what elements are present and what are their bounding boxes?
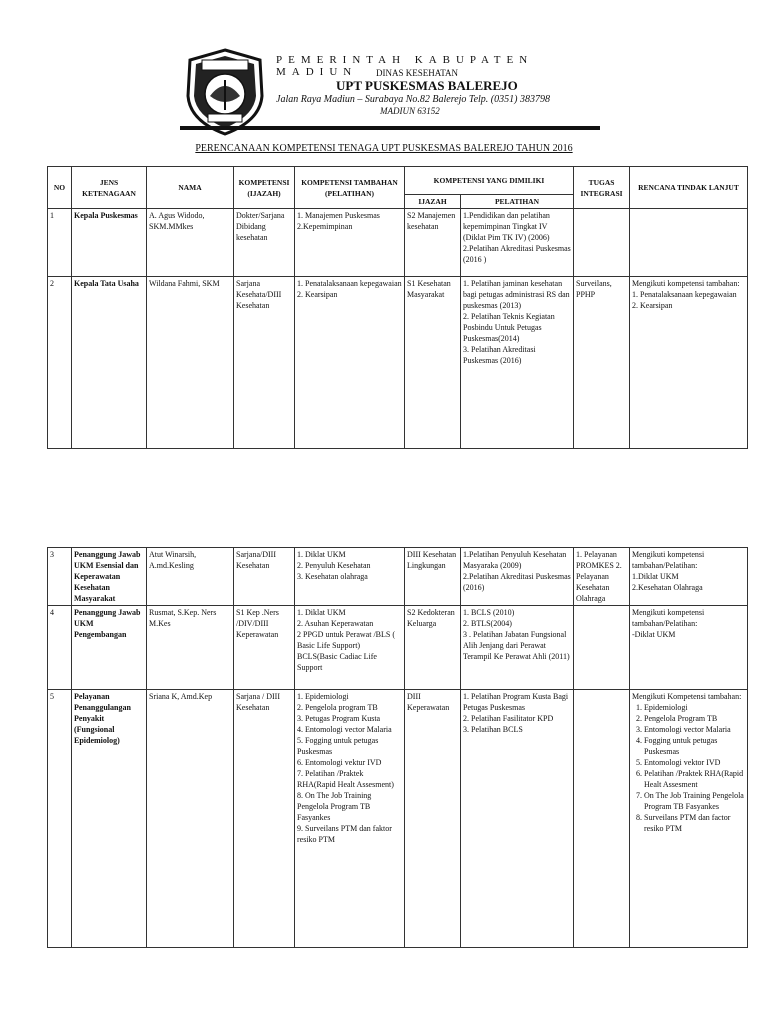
kabupaten-madiun-seal-icon: [180, 46, 270, 136]
list-item: 1. Diklat UKM: [297, 550, 346, 559]
table-row: [48, 606, 748, 690]
list-item: 2.Pelatihan Akreditasi Puskesmas (2016): [463, 572, 571, 592]
header-kompetensi-tambahan: KOMPETENSI TAMBAHAN (PELATIHAN): [295, 167, 405, 209]
cell-rencana: [630, 548, 748, 606]
cell-ijazah: DIII Kesehatan Lingkungan: [405, 548, 461, 606]
agency-name: DINAS KESEHATAN: [376, 68, 459, 78]
cell-pelatihan: [461, 606, 574, 690]
list-item: 7. Pelatihan /Praktek RHA(Rapid Healt Assesment): [297, 769, 394, 789]
header-jenis: JENS KETENAGAAN: [72, 167, 147, 209]
list-item: 5. Fogging untuk petugas Puskesmas: [297, 736, 379, 756]
cell-kompetensi: Sarjana/DIII Kesehatan: [234, 548, 295, 606]
list-item: 2. Pengelola Program TB: [644, 713, 745, 724]
cell-tugas: [574, 606, 630, 690]
cell-ijazah: S2 Kedokteran Keluarga: [405, 606, 461, 690]
cell-kompetensi: Dokter/Sarjana Dibidang kesehatan: [234, 209, 295, 277]
cell-no: 4: [48, 606, 72, 690]
header-no: NO: [48, 167, 72, 209]
list-item: 1.Pendidikan dan pelatihan kepemimpinan Tingkat IV (Diklat Pim TK IV) (2006): [463, 211, 550, 242]
cell-nama: Wildana Fahmi, SKM: [147, 277, 234, 449]
list-item: 3. Petugas Program Kusta: [297, 714, 381, 723]
list-item: 1.Pelatihan Penyuluh Kesehatan Masyaraka (2009): [463, 550, 567, 570]
competency-table-part-2: [47, 547, 748, 948]
cell-tugas: 1. Pelayanan PROMKES 2. Pelayanan Kesehatan Olahraga: [574, 548, 630, 606]
cell-ijazah: DIII Keperawatan: [405, 690, 461, 948]
header-nama: NAMA: [147, 167, 234, 209]
cell-rencana: [630, 690, 748, 948]
list-item: 7. On The Job Training Pengelola Program TB Fasyankes: [644, 790, 745, 812]
cell-nama: Atut Winarsih, A.md.Kesling: [147, 548, 234, 606]
table-row: [48, 277, 748, 449]
list-item: 2. Pelatihan Fasilitator KPD: [463, 714, 554, 723]
cell-kompetensi: Sarjana Kesehata/DIII Kesehatan: [234, 277, 295, 449]
list-item: 1. Pelatihan jaminan kesehatan bagi petugas administrasi RS dan puskesmas (2013): [463, 279, 570, 310]
list-item: 6. Entomologi vektur IVD: [297, 758, 382, 767]
cell-kompetensi: Sarjana / DIII Kesehatan: [234, 690, 295, 948]
cell-kompetensi: S1 Kep .Ners /DIV/DIII Keperawatan: [234, 606, 295, 690]
header-ijazah: IJAZAH: [405, 195, 461, 209]
government-name: PEMERINTAH KABUPATEN MADIUN: [276, 54, 534, 78]
cell-jenis: Pelayanan Penanggulangan Penyakit (Fungsional Epidemiolog): [72, 690, 147, 948]
header-tugas: TUGAS INTEGRASI: [574, 167, 630, 209]
list-item: 1. Epidemiologi: [644, 702, 745, 713]
list-item: 1. Diklat UKM: [297, 608, 346, 617]
list-item: Mengikuti kompetensi tambahan/Pelatihan:: [632, 550, 705, 570]
institution-name: UPT PUSKESMAS BALEREJO: [336, 78, 518, 93]
list-item: 4. Fogging untuk petugas Puskesmas: [644, 735, 745, 757]
list-item: 2.Kesehatan Olahraga: [632, 583, 703, 592]
cell-nama: Sriana K, Amd.Kep: [147, 690, 234, 948]
list-item: 2. Penyuluh Kesehatan: [297, 561, 371, 570]
cell-no: 3: [48, 548, 72, 606]
cell-ijazah: S2 Manajemen kesehatan: [405, 209, 461, 277]
list-item: 6. Pelatihan /Praktek RHA(Rapid Healt Assesment: [644, 768, 745, 790]
list-item: Mengikuti kompetensi tambahan:: [632, 279, 740, 288]
list-item: 9. Surveilans PTM dan faktor resiko PTM: [297, 824, 392, 844]
city-postcode: MADIUN 63152: [380, 106, 440, 116]
cell-tambahan: [295, 690, 405, 948]
list-item: 2. Pelatihan Teknis Kegiatan Posbindu Untuk Petugas Puskesmas(2014): [463, 312, 555, 343]
list-item: 2. Pengelola program TB: [297, 703, 378, 712]
cell-rencana: [630, 606, 748, 690]
list-item: 3. Entomologi vector Malaria: [644, 724, 745, 735]
list-item: 1.Diklat UKM: [632, 572, 679, 581]
list-item: 1. Pelatihan Program Kusta Bagi Petugas Puskesmas: [463, 692, 569, 712]
header-kompetensi-dimiliki: KOMPETENSI YANG DIMILIKI: [405, 167, 574, 195]
cell-jenis: Kepala Tata Usaha: [72, 277, 147, 449]
cell-pelatihan: [461, 209, 574, 277]
list-item: 2 PPGD untuk Perawat /BLS ( Basic Life Support) BCLS(Basic Cadiac Life Support: [297, 630, 395, 672]
list-item: 2.Pelatihan Akreditasi Puskesmas (2016 ): [463, 244, 571, 264]
list-item: 4. Entomologi vector Malaria: [297, 725, 392, 734]
list-item: 3. Kesehatan olahraga: [297, 572, 368, 581]
list-item: 8. Surveilans PTM dan factor resiko PTM: [644, 812, 745, 834]
list-item: 2.Kepemimpinan: [297, 222, 353, 231]
cell-tambahan: [295, 209, 405, 277]
cell-pelatihan: [461, 690, 574, 948]
list-item: 3. Pelatihan Akreditasi Puskesmas (2016): [463, 345, 536, 365]
header-pelatihan: PELATIHAN: [461, 195, 574, 209]
cell-jenis: Penanggung Jawab UKM Pengembangan: [72, 606, 147, 690]
list-item: 2. Kearsipan: [632, 301, 673, 310]
cell-jenis: Kepala Puskesmas: [72, 209, 147, 277]
cell-rencana: [630, 277, 748, 449]
list-item: 3. Pelatihan BCLS: [463, 725, 523, 734]
cell-tambahan: [295, 277, 405, 449]
header-rencana: RENCANA TINDAK LANJUT: [630, 167, 748, 209]
cell-no: 1: [48, 209, 72, 277]
cell-pelatihan: [461, 548, 574, 606]
cell-pelatihan: [461, 277, 574, 449]
cell-tambahan: [295, 606, 405, 690]
cell-tugas: [574, 209, 630, 277]
document-title: PERENCANAAN KOMPETENSI TENAGA UPT PUSKESMAS BALEREJO TAHUN 2016: [195, 143, 573, 154]
list-item: 2. BTLS(2004): [463, 619, 512, 628]
cell-jenis: Penanggung Jawab UKM Esensial dan Keperawatan Kesehatan Masyarakat: [72, 548, 147, 606]
cell-tugas: [574, 690, 630, 948]
table-row: [48, 548, 748, 606]
address-line: Jalan Raya Madiun – Surabaya No.82 Balerejo Telp. (0351) 383798: [276, 94, 550, 105]
table-row: [48, 690, 748, 948]
list-item: 8. On The Job Training Pengelola Program TB Fasyankes: [297, 791, 372, 822]
competency-table-part-1: [47, 166, 748, 449]
cell-no: 5: [48, 690, 72, 948]
rencana-list: [632, 702, 745, 834]
list-item: Mengikuti kompetensi tambahan/Pelatihan:: [632, 608, 705, 628]
list-item: 2. Kearsipan: [297, 290, 338, 299]
list-item: 2. Asuhan Keperawatan: [297, 619, 374, 628]
list-item: 1. Penatalaksanaan kepegawaian: [632, 290, 737, 299]
cell-nama: Rusmat, S.Kep. Ners M.Kes: [147, 606, 234, 690]
list-item: 1. Epidemiologi: [297, 692, 349, 701]
cell-tugas: Surveilans, PPHP: [574, 277, 630, 449]
header-divider: [180, 126, 600, 130]
list-item: 1. Manajemen Puskesmas: [297, 211, 380, 220]
cell-rencana: [630, 209, 748, 277]
cell-ijazah: S1 Kesehatan Masyarakat: [405, 277, 461, 449]
list-item: -Diklat UKM: [632, 630, 676, 639]
header-kompetensi-ijazah: KOMPETENSI (IJAZAH): [234, 167, 295, 209]
cell-tambahan: [295, 548, 405, 606]
list-item: 3 . Pelatihan Jabatan Fungsional Alih Jenjang dari Perawat Terampil Ke Perawat Ahli (2011): [463, 630, 570, 661]
table-row: [48, 209, 748, 277]
cell-nama: A. Agus Widodo, SKM.MMkes: [147, 209, 234, 277]
list-item: 1. Penatalaksanaan kepegawaian: [297, 279, 402, 288]
rencana-intro: Mengikuti Kompetensi tambahan:: [632, 692, 742, 701]
cell-no: 2: [48, 277, 72, 449]
list-item: 1. BCLS (2010): [463, 608, 515, 617]
list-item: 5. Entomologi vektor IVD: [644, 757, 745, 768]
